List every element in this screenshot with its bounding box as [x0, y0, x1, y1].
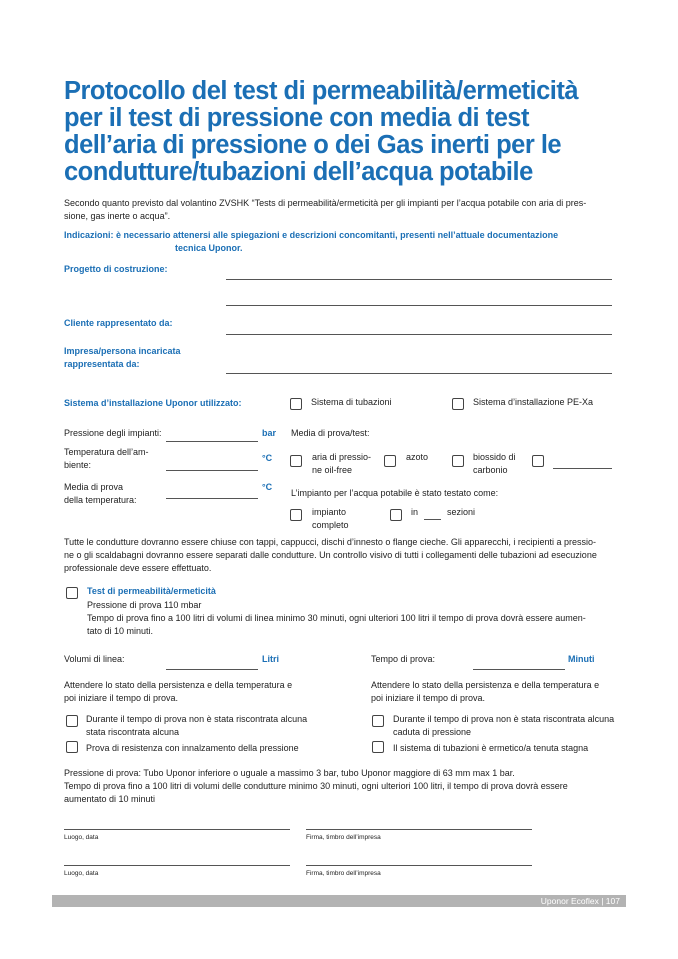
- altro-line[interactable]: [553, 468, 612, 469]
- tempo-unit: Minuti: [568, 654, 595, 664]
- condutture-paragraph: [64, 536, 624, 575]
- test-permeabilita-text: [87, 599, 617, 638]
- pressione-line[interactable]: [166, 441, 258, 442]
- pressione-prova-line-3: aumentato di 10 minuti: [64, 794, 156, 804]
- cliente-label: Cliente rappresentato da:: [64, 318, 173, 328]
- condutture-line-1: Tutte le condutture dovranno essere chiuse con tappi, cappucci, dischi d’innesto o flange cieche. Gli apparecchi, i recipienti a pressio-: [64, 537, 596, 547]
- media-temp-line-2: della temperatura:: [64, 495, 137, 505]
- progetto-line-1[interactable]: [226, 279, 612, 280]
- temperatura-label: [64, 446, 149, 472]
- title-line-1: Protocollo del test di permeabilità/ermeticità: [64, 77, 579, 105]
- indicazioni-note: [64, 229, 624, 255]
- footer-page-label: Uponor Ecoflex | 107: [540, 896, 620, 906]
- check-left-1-line-1: Durante il tempo di prova non è stata riscontrata alcuna: [86, 714, 308, 724]
- aria-line-1: aria di pressio-: [312, 452, 372, 462]
- pressione-unit: bar: [262, 428, 277, 438]
- title-line-2: per il test di pressione con media di test: [64, 104, 530, 132]
- test-permeabilita-title: Test di permeabilità/ermeticità: [87, 586, 216, 596]
- sezioni-in-label: in: [411, 507, 419, 517]
- media-temp-line-1: Media di prova: [64, 482, 124, 492]
- progetto-label: Progetto di costruzione:: [64, 264, 168, 274]
- firma-label-2: Firma, timbro dell’impresa: [306, 870, 381, 877]
- impresa-line[interactable]: [226, 373, 612, 374]
- pressione-label: Pressione degli impianti:: [64, 428, 162, 438]
- luogo-label-1: Luogo, data: [64, 834, 99, 841]
- check-right-1-line-2: caduta di pressione: [393, 727, 472, 737]
- biossido-label: [473, 451, 516, 477]
- media-temp-label: [64, 481, 137, 507]
- biossido-line-2: carbonio: [473, 465, 508, 475]
- check-right-1[interactable]: [372, 715, 384, 727]
- attendere-left-line-1: Attendere lo stato della persistenza e della temperatura e: [64, 680, 293, 690]
- pressione-prova-line-1: Pressione di prova: Tubo Uponor inferiore o uguale a massimo 3 bar, tubo Uponor maggiore di 63 mm max 1 bar.: [64, 768, 515, 778]
- sezioni-count-line[interactable]: [424, 519, 441, 520]
- pressione-prova-paragraph: [64, 767, 624, 806]
- attendere-left-line-2: poi iniziare il tempo di prova.: [64, 693, 179, 703]
- sistema-pexa-checkbox[interactable]: [452, 398, 464, 410]
- media-temp-unit: °C: [262, 482, 273, 492]
- indicazioni-line-2: tecnica Uponor.: [175, 243, 243, 253]
- cliente-line[interactable]: [226, 334, 612, 335]
- check-left-1-line-2: stata riscontrata alcuna: [86, 727, 180, 737]
- impresa-line-2: rappresentata da:: [64, 359, 140, 369]
- impianto-line-1: impianto: [312, 507, 347, 517]
- test-perm-line-2: Tempo di prova fino a 100 litri di volumi di linea minimo 30 minuti, ogni ulteriori 100 litri il tempo di prova dovrà essere aumen-: [87, 613, 586, 623]
- pressione-prova-line-2: Tempo di prova fino a 100 litri di volumi delle condutture minimo 30 minuti, ogni ulteriori 100 litri, il tempo di prova dovrà essere: [64, 781, 568, 791]
- intro-line-2: sione, gas inerte o acqua”.: [64, 211, 171, 221]
- tested-label: L’impianto per l’acqua potabile è stato testato come:: [291, 488, 499, 498]
- impresa-label: [64, 345, 181, 371]
- temperatura-unit: °C: [262, 453, 273, 463]
- sezioni-checkbox[interactable]: [390, 509, 402, 521]
- sezioni-label: sezioni: [447, 507, 476, 517]
- azoto-label: azoto: [406, 452, 429, 462]
- intro-text: [64, 197, 624, 223]
- firma-line-1[interactable]: [306, 829, 532, 830]
- biossido-checkbox[interactable]: [452, 455, 464, 467]
- volumi-unit: Litri: [262, 654, 279, 664]
- temperatura-line[interactable]: [166, 470, 258, 471]
- temperatura-line-2: biente:: [64, 460, 92, 470]
- check-right-1-line-1: Durante il tempo di prova non è stata riscontrata alcuna: [393, 714, 615, 724]
- title-line-4: condutture/tubazioni dell’acqua potabile: [64, 158, 533, 186]
- firma-line-2[interactable]: [306, 865, 532, 866]
- sistema-tubazioni-checkbox[interactable]: [290, 398, 302, 410]
- check-left-1-label: [86, 713, 346, 739]
- impianto-completo-label: [312, 506, 349, 532]
- aria-checkbox[interactable]: [290, 455, 302, 467]
- attendere-right-line-2: poi iniziare il tempo di prova.: [371, 693, 486, 703]
- check-left-1[interactable]: [66, 715, 78, 727]
- impresa-line-1: Impresa/persona incaricata: [64, 346, 181, 356]
- sistema-tubazioni-label: Sistema di tubazioni: [311, 397, 392, 407]
- media-test-label: Media di prova/test:: [291, 428, 370, 438]
- azoto-checkbox[interactable]: [384, 455, 396, 467]
- aria-line-2: ne oil-free: [312, 465, 353, 475]
- sistema-pexa-label: Sistema d’installazione PE-Xa: [473, 397, 594, 407]
- title-line-3: dell’aria di pressione o dei Gas inerti per le: [64, 131, 562, 159]
- condutture-line-3: professionale deve essere effettuato.: [64, 563, 212, 573]
- page-title: [64, 78, 644, 186]
- impianto-line-2: completo: [312, 520, 349, 530]
- aria-label: [312, 451, 371, 477]
- attendere-right-line-1: Attendere lo stato della persistenza e della temperatura e: [371, 680, 600, 690]
- temperatura-line-1: Temperatura dell’am-: [64, 447, 149, 457]
- check-right-2[interactable]: [372, 741, 384, 753]
- biossido-line-1: biossido di: [473, 452, 516, 462]
- test-perm-line-3: tato di 10 minuti.: [87, 626, 154, 636]
- luogo-line-1[interactable]: [64, 829, 290, 830]
- luogo-line-2[interactable]: [64, 865, 290, 866]
- impianto-completo-checkbox[interactable]: [290, 509, 302, 521]
- check-left-2[interactable]: [66, 741, 78, 753]
- check-right-1-label: [393, 713, 633, 739]
- condutture-line-2: ne o gli scaldabagni dovranno essere separati dalle condutture. Un controllo visivo di tutti i collegamenti delle tubazioni ad esecuzione: [64, 550, 597, 560]
- attendere-left: [64, 679, 354, 705]
- test-perm-line-1: Pressione di prova 110 mbar: [87, 600, 202, 610]
- altro-checkbox[interactable]: [532, 455, 544, 467]
- check-right-2-label: Il sistema di tubazioni è ermetico/a tenuta stagna: [393, 743, 589, 753]
- luogo-label-2: Luogo, data: [64, 870, 99, 877]
- intro-line-1: Secondo quanto previsto dal volantino ZVSHK “Tests di permeabilità/ermeticità per gli impianti per l’acqua potabile con aria di pres-: [64, 198, 587, 208]
- volumi-line[interactable]: [166, 669, 258, 670]
- indicazioni-line-1: Indicazioni: è necessario attenersi alle spiegazioni e descrizioni concomitanti, presenti nell’attuale documentazione: [64, 230, 559, 240]
- tempo-line[interactable]: [473, 669, 565, 670]
- test-permeabilita-checkbox[interactable]: [66, 587, 78, 599]
- attendere-right: [371, 679, 661, 705]
- sistema-label: Sistema d’installazione Uponor utilizzato:: [64, 398, 242, 408]
- volumi-label: Volumi di linea:: [64, 654, 125, 664]
- media-temp-line[interactable]: [166, 498, 258, 499]
- firma-label-1: Firma, timbro dell’impresa: [306, 834, 381, 841]
- tempo-label: Tempo di prova:: [371, 654, 436, 664]
- check-left-2-label: Prova di resistenza con innalzamento della pressione: [86, 743, 299, 753]
- progetto-line-2[interactable]: [226, 305, 612, 306]
